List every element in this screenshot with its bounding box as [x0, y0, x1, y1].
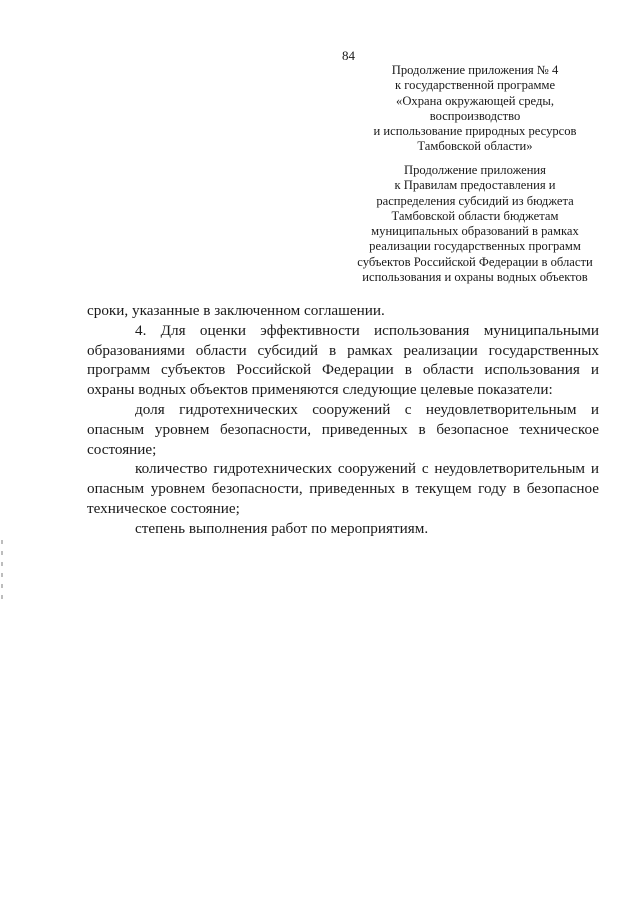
paragraph-indicator-share: доля гидротехнических сооружений с неудовлетворительным и опасным уровнем безопасности, приведенных в безопасное техническое состояние;	[87, 400, 599, 458]
paragraph-continuation: сроки, указанные в заключенном соглашении.	[87, 302, 385, 319]
rules-header-line: реализации государственных программ	[369, 239, 581, 254]
appendix-4-header-line: и использование природных ресурсов	[373, 124, 577, 139]
appendix-4-header-line: к государственной программе	[394, 78, 556, 93]
paragraph-item-4: 4. Для оценки эффективности использования муниципальными образованиями области субсидий в рамках реализации государственных программ субъектов Российской Федерации в области использования и охраны водных объектов применяются следующие целевые показатели:	[87, 321, 599, 399]
paragraph-indicator-count: количество гидротехнических сооружений с неудовлетворительным и опасным уровнем безопасности, приведенных в текущем году в безопасное техническое состояние;	[87, 460, 599, 517]
appendix-4-header-line: воспроизводство	[429, 108, 521, 123]
rules-header-line: к Правилам предоставления и	[394, 178, 556, 193]
rules-header-line: субъектов Российской Федерации в области	[357, 254, 593, 269]
appendix-4-header-line: «Охрана окружающей среды,	[396, 93, 554, 108]
scan-edge-marks	[1, 540, 4, 610]
appendix-4-header	[340, 63, 610, 155]
rules-header-line: использования и охраны водных объектов	[362, 270, 588, 285]
appendix-4-header-line: Тамбовской области»	[417, 139, 533, 154]
rules-header-line: распределения субсидий из бюджета	[376, 193, 574, 208]
rules-appendix-header	[340, 163, 610, 285]
rules-header-line: Тамбовской области бюджетам	[391, 208, 559, 223]
page-number: 84	[342, 48, 355, 63]
paragraph-indicator-completion: степень выполнения работ по мероприятиям.	[135, 519, 429, 537]
rules-header-line: муниципальных образований в рамках	[371, 224, 579, 239]
body-text	[87, 301, 599, 539]
appendix-4-header-line: Продолжение приложения № 4	[391, 63, 559, 77]
rules-header-line: Продолжение приложения	[404, 163, 546, 177]
